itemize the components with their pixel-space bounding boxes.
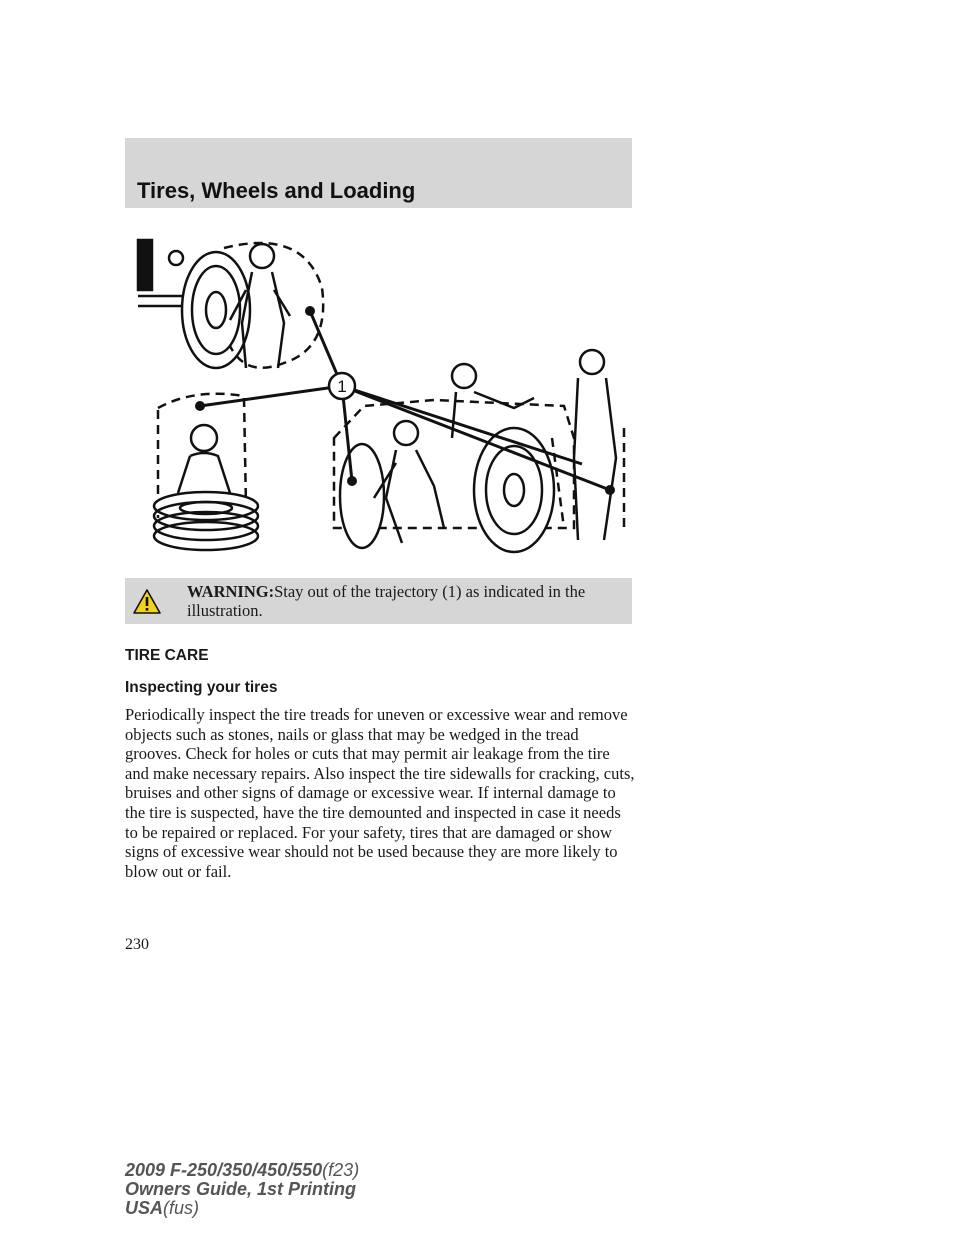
page-title: Tires, Wheels and Loading: [137, 178, 416, 203]
body-paragraph: Periodically inspect the tire treads for uneven or excessive wear and remove objects such as stones, nails or glass that may be wedged in the tread grooves. Check for holes or cuts that may permit air leakage from the tire and make necessary repairs. Also inspect the tire sidewalls for cracking, cuts, bruises and other signs of damage or excessive wear. If internal damage to the tire is suspected, have the tire demounted and inspected in case it needs to be repaired or replaced. For your safety, tires that are damaged or show signs of excessive wear should not be used because they are more likely to blow out or fail.: [125, 705, 635, 881]
section-heading: TIRE CARE: [125, 647, 209, 664]
tire-trajectory-illustration: [134, 228, 634, 558]
footer-line-1: 2009 F-250/350/450/550(f23): [125, 1160, 360, 1180]
vehicle-fender: [138, 240, 152, 290]
warning-label: WARNING:: [187, 582, 275, 601]
footer-line-2: Owners Guide, 1st Printing: [125, 1179, 357, 1199]
footer: [125, 1161, 359, 1218]
callout-label: 1: [337, 377, 347, 396]
warning-message: Stay out of the trajectory (1) as indicated in the illustration.: [187, 582, 586, 620]
warning-text: [187, 582, 617, 620]
footer-line-3: USA(fus): [125, 1198, 200, 1218]
page-number: 230: [125, 936, 149, 953]
warning-triangle-icon: [132, 588, 162, 615]
sub-heading: Inspecting your tires: [125, 679, 278, 696]
